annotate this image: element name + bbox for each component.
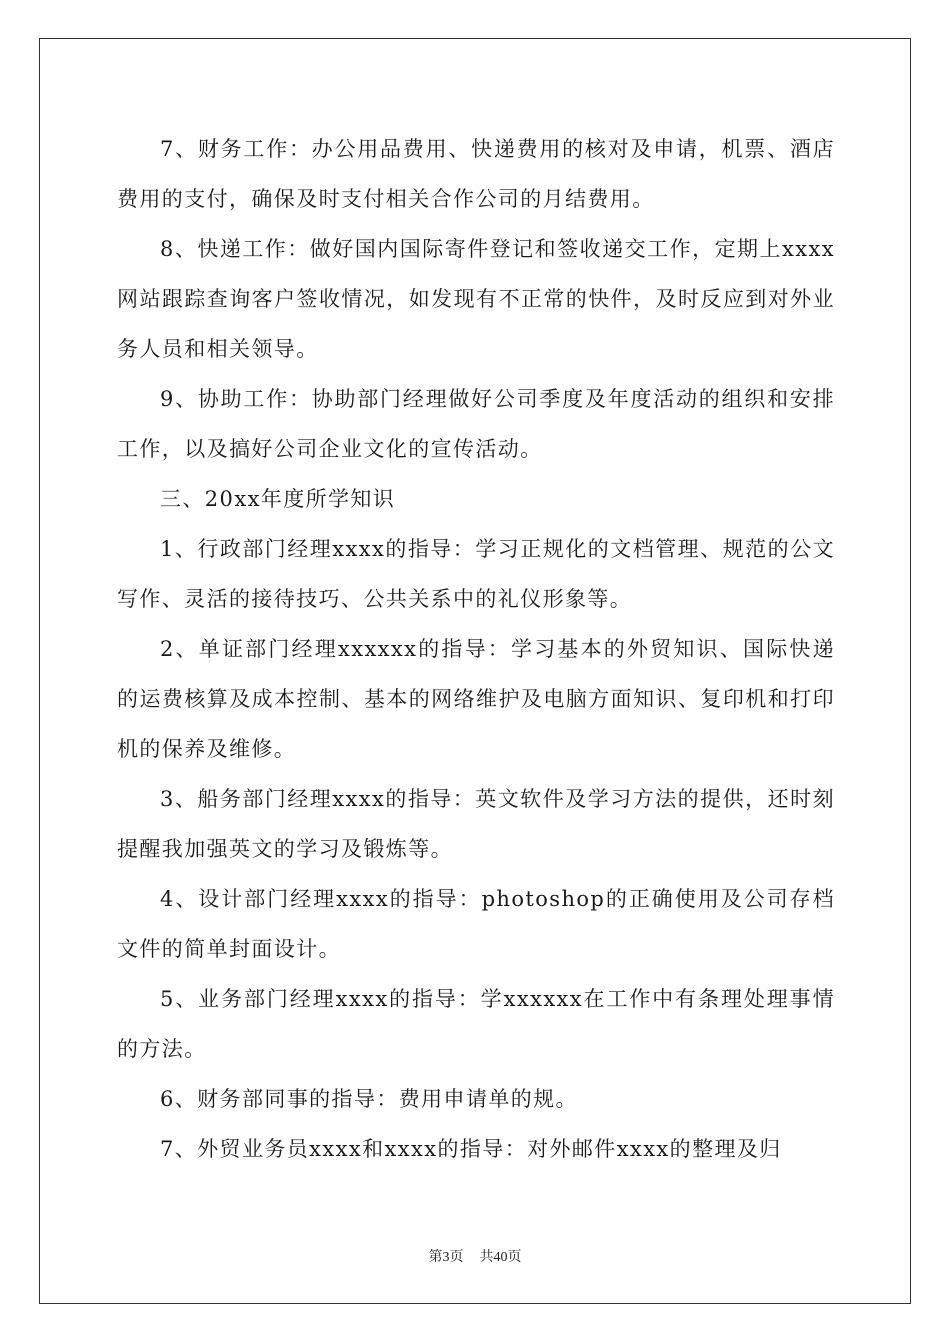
section-heading: 三、20xx年度所学知识 (160, 487, 396, 511)
page-number: 第3页 (428, 1250, 464, 1265)
paragraph: 5、业务部门经理xxxx的指导：学xxxxxx在工作中有条理处理事情的方法。 (117, 987, 835, 1061)
page-footer (0, 1246, 950, 1266)
paragraph: 6、财务部同事的指导：费用申请单的规。 (160, 1087, 578, 1111)
paragraph: 7、外贸业务员xxxx和xxxx的指导：对外邮件xxxx的整理及归 (160, 1137, 782, 1161)
paragraph: 4、设计部门经理xxxx的指导：photoshop的正确使用及公司存档文件的简单封面设计。 (117, 887, 835, 961)
page-total: 共40页 (479, 1250, 522, 1265)
paragraph: 3、船务部门经理xxxx的指导：英文软件及学习方法的提供，还时刻提醒我加强英文的学习及锻炼等。 (117, 787, 835, 861)
paragraph: 2、单证部门经理xxxxxx的指导：学习基本的外贸知识、国际快递的运费核算及成本控制、基本的网络维护及电脑方面知识、复印机和打印机的保养及维修。 (117, 637, 835, 761)
paragraph: 8、快递工作：做好国内国际寄件登记和签收递交工作，定期上xxxx网站跟踪查询客户签收情况，如发现有不正常的快件，及时反应到对外业务人员和相关领导。 (117, 237, 835, 361)
document-body (117, 124, 835, 1174)
paragraph: 1、行政部门经理xxxx的指导：学习正规化的文档管理、规范的公文写作、灵活的接待技巧、公共关系中的礼仪形象等。 (117, 537, 835, 611)
paragraph: 7、财务工作：办公用品费用、快递费用的核对及申请，机票、酒店费用的支付，确保及时支付相关合作公司的月结费用。 (117, 137, 835, 211)
paragraph: 9、协助工作：协助部门经理做好公司季度及年度活动的组织和安排工作，以及搞好公司企业文化的宣传活动。 (117, 387, 835, 461)
